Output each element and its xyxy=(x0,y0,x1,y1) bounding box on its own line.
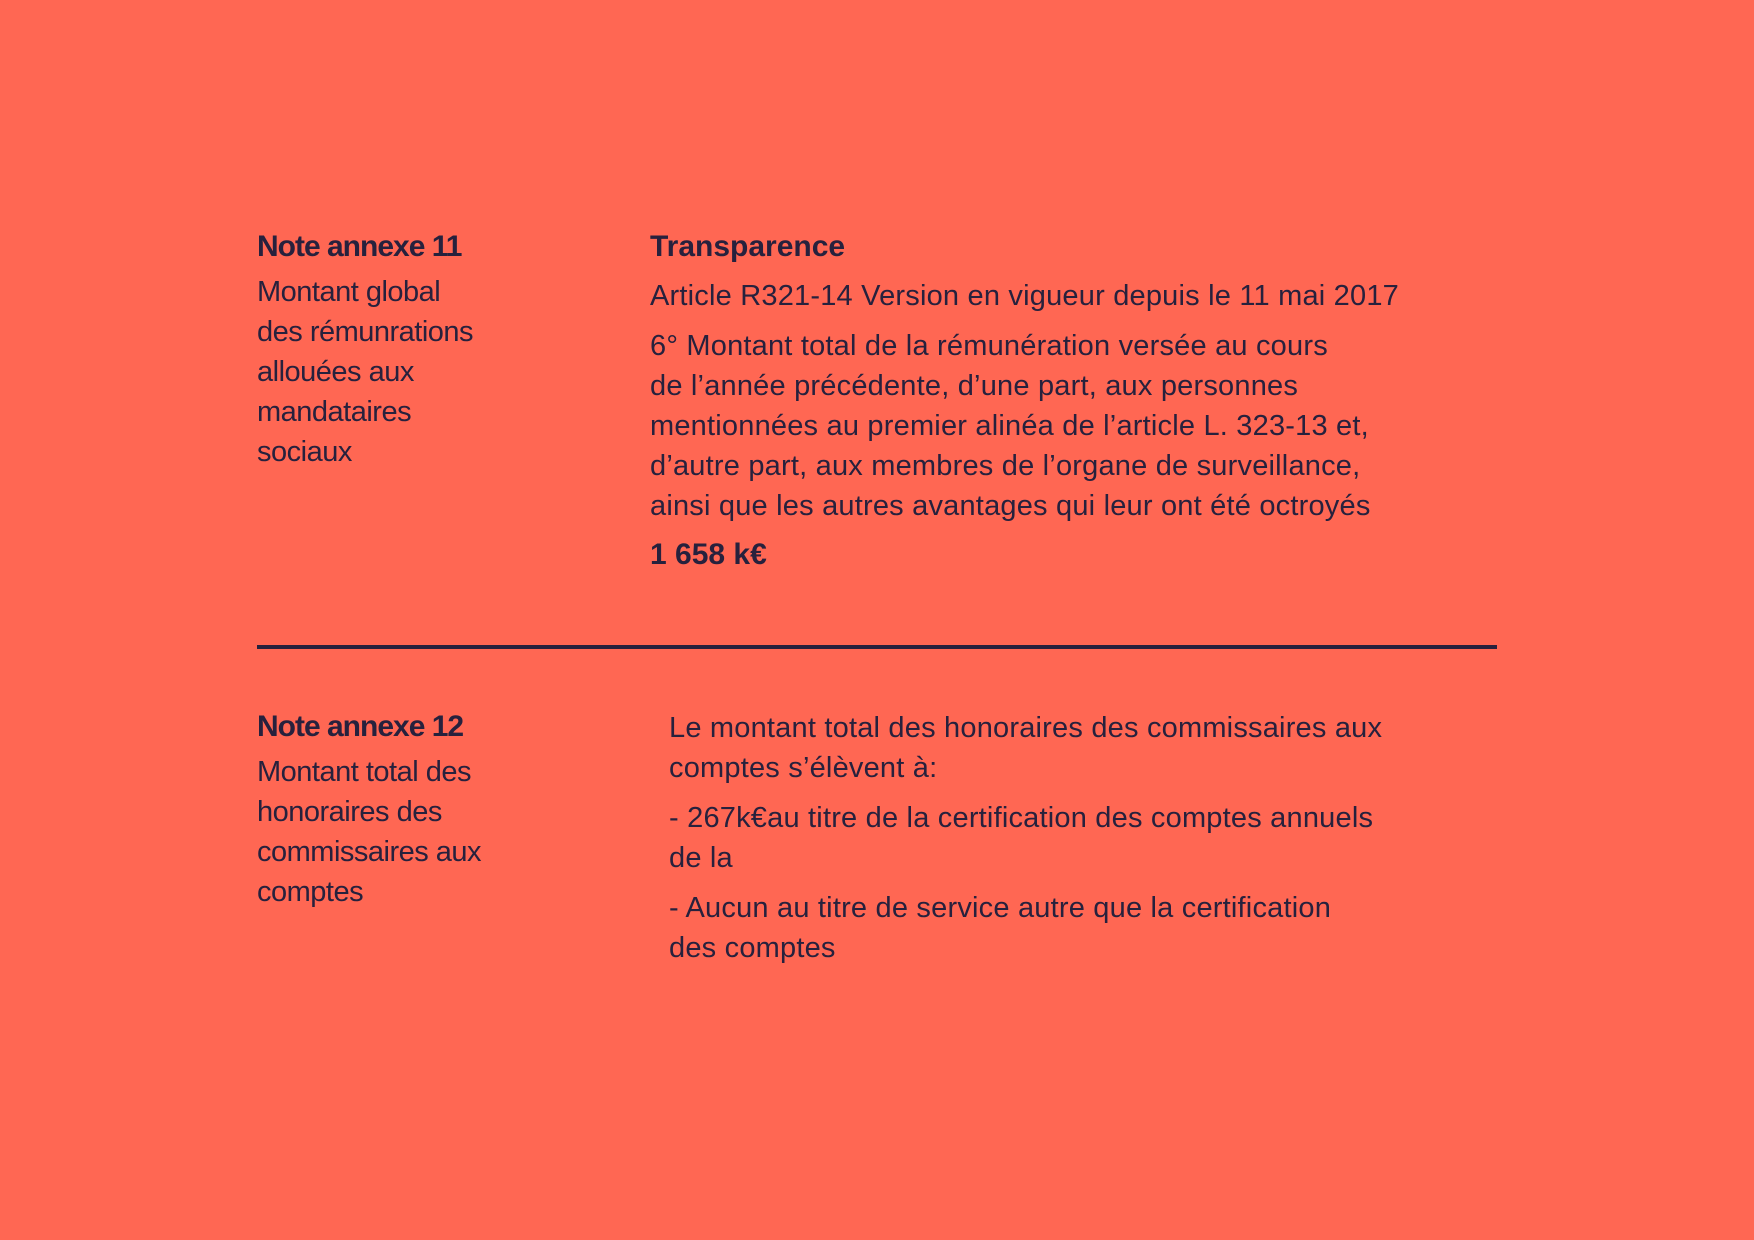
note-11-paragraph-line: 6° Montant total de la rémunération versée au cours xyxy=(650,330,1328,362)
note-11-paragraph xyxy=(650,326,1500,526)
note-12-item-line: - Aucun au titre de service autre que la certification xyxy=(669,892,1332,924)
note-11-right-column xyxy=(650,228,1500,574)
note-12-subtitle-line: Montant total des xyxy=(257,756,471,788)
note-12-right-column xyxy=(669,708,1519,978)
note-12-intro-line: Le montant total des honoraires des commissaires aux xyxy=(669,712,1383,744)
note-12-intro-line: comptes s’élèvent à: xyxy=(669,752,938,784)
note-11-paragraph-line: d’autre part, aux membres de l’organe de surveillance, xyxy=(650,450,1361,482)
note-11-subtitle-line: des rémunrations xyxy=(257,316,474,348)
note-11-paragraph-line: mentionnées au premier alinéa de l’article L. 323-13 et, xyxy=(650,410,1369,442)
note-11-paragraph-line: ainsi que les autres avantages qui leur ont été octroyés xyxy=(650,490,1371,522)
section-divider xyxy=(257,645,1497,649)
note-11-amount: 1 658 k€ xyxy=(650,538,767,571)
note-12-subtitle-line: honoraires des xyxy=(257,796,442,828)
note-11-subtitle-line: sociaux xyxy=(257,436,352,468)
note-12-item-certification xyxy=(669,798,1519,878)
note-11-subtitle xyxy=(257,272,557,472)
note-11-subtitle-line: allouées aux xyxy=(257,356,414,388)
note-11-heading: Transparence xyxy=(650,230,846,263)
note-12-item-line: de la xyxy=(669,842,733,874)
note-12-intro xyxy=(669,708,1519,788)
note-12-subtitle xyxy=(257,752,557,912)
note-11-subtitle-line: Montant global xyxy=(257,276,441,308)
note-12-subtitle-line: comptes xyxy=(257,876,364,908)
note-11-paragraph-line: de l’année précédente, d’une part, aux personnes xyxy=(650,370,1299,402)
note-11-subtitle-line: mandataires xyxy=(257,396,412,428)
note-11-title: Note annexe 11 xyxy=(257,230,462,263)
note-11-article: Article R321-14 Version en vigueur depuis le 11 mai 2017 xyxy=(650,280,1400,312)
note-12-item-line: des comptes xyxy=(669,932,836,964)
note-12-item-other-services xyxy=(669,888,1519,968)
note-12-item-line: - 267k€au titre de la certification des comptes annuels xyxy=(669,802,1374,834)
note-12-subtitle-line: commissaires aux xyxy=(257,836,482,868)
note-11-left-column xyxy=(257,228,557,472)
note-12-title: Note annexe 12 xyxy=(257,710,464,743)
note-12-left-column xyxy=(257,708,557,912)
